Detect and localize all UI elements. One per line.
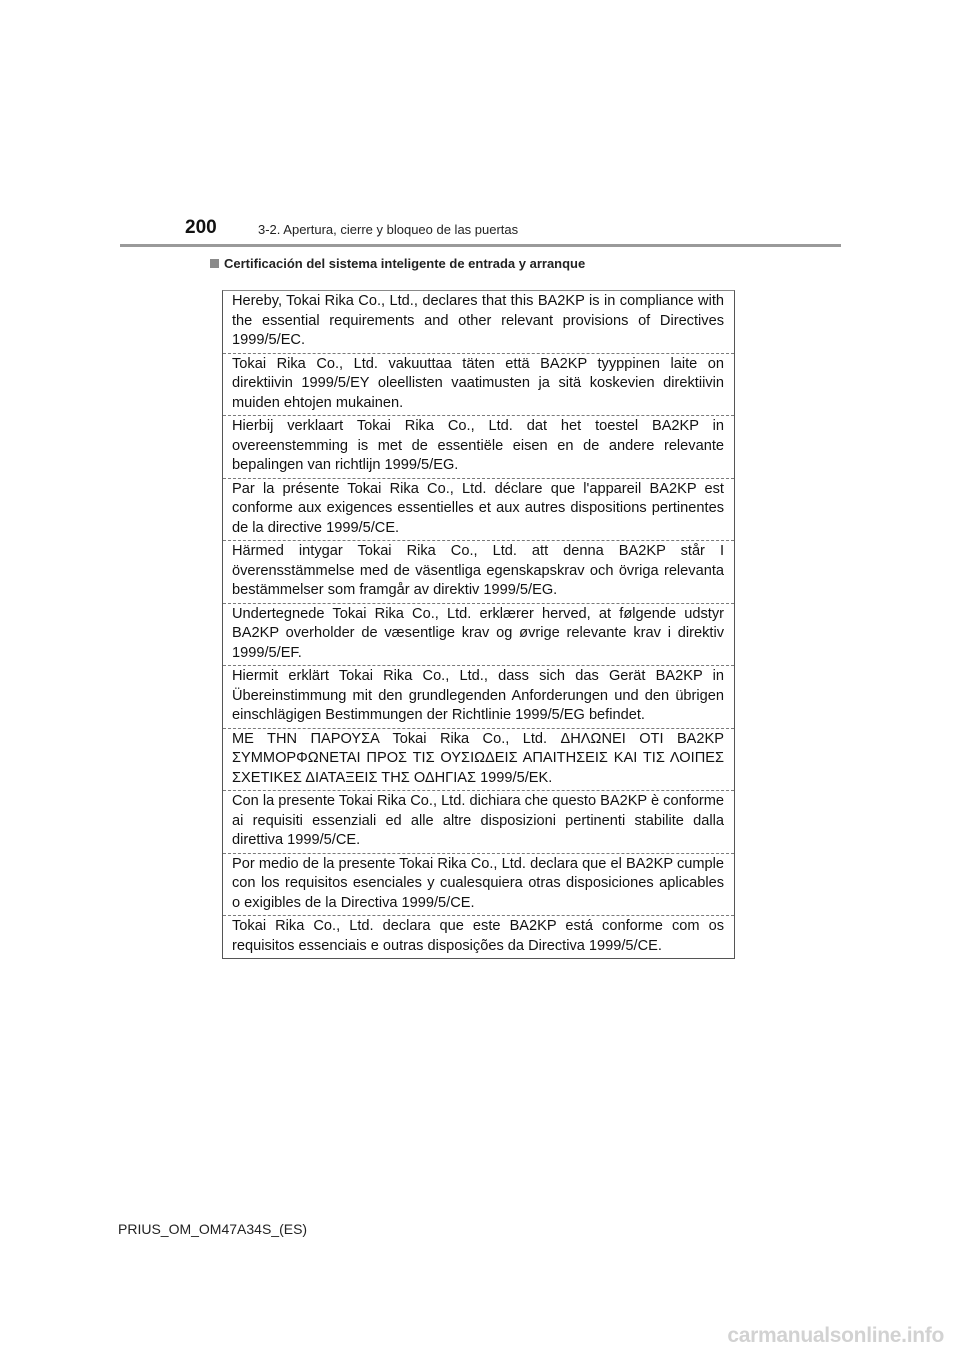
declaration-portuguese: Tokai Rika Co., Ltd. declara que este BA2KP está conforme com os requisitos essenciais e outras disposições da Directiva 1999/5/CE. bbox=[232, 918, 724, 954]
section-heading bbox=[210, 256, 585, 272]
declarations-table bbox=[222, 290, 735, 959]
declaration-swedish: Härmed intygar Tokai Rika Co., Ltd. att denna BA2KP står I överensstämmelse med de väsentliga egenskapskrav och övriga relevanta bestämmelser som framgår av direktiv 1999/5/EG. bbox=[223, 541, 734, 604]
declaration-italian: Con la presente Tokai Rika Co., Ltd. dichiara che questo BA2KP è conforme ai requisiti essenziali ed alle altre disposizioni pertinenti stabilite dalla direttiva 1999/5/CE. bbox=[223, 791, 734, 854]
header-divider bbox=[120, 244, 841, 247]
declaration-danish: Undertegnede Tokai Rika Co., Ltd. erklærer herved, at følgende udstyr BA2KP overholder de væsentlige krav og øvrige relevante krav i direktiv 1999/5/EF. bbox=[223, 604, 734, 667]
section-title: Certificación del sistema inteligente de entrada y arranque bbox=[224, 256, 586, 271]
watermark: carmanualsonline.info bbox=[727, 1324, 944, 1347]
declaration-spanish: Por medio de la presente Tokai Rika Co., Ltd. declara que el BA2KP cumple con los requisitos esenciales y cualesquiera otras disposiciones aplicables o exigibles de la Directiva 1999/5/CE. bbox=[223, 854, 734, 917]
declaration-dutch: Hierbij verklaart Tokai Rika Co., Ltd. dat het toestel BA2KP in overeenstemming is met de essentiële eisen en de andere relevante bepalingen van richtlijn 1999/5/EG. bbox=[223, 416, 734, 479]
declaration-finnish: Tokai Rika Co., Ltd. vakuuttaa täten että BA2KP tyyppinen laite on direktiivin 1999/5/EY oleellisten vaatimusten ja sitä koskevien direktiivin muiden ehtojen mukainen. bbox=[223, 354, 734, 417]
declaration-greek: ΜΕ ΤΗΝ ΠΑΡΟΥΣΑ Tokai Rika Co., Ltd. ΔΗΛΩΝΕΙ ΟΤΙ BA2KP ΣΥΜΜΟΡΦΩΝΕΤΑΙ ΠΡΟΣ ΤΙΣ ΟΥΣΙΩΔΕΙΣ ΑΠΑΙΤΗΣΕΙΣ ΚΑΙ ΤΙΣ ΛΟΙΠΕΣ ΣΧΕΤΙΚΕΣ ΔΙΑΤΑΞΕΙΣ ΤΗΣ ΟΔΗΓΙΑΣ 1999/5/ΕΚ. bbox=[223, 729, 734, 792]
chapter-title: 3-2. Apertura, cierre y bloqueo de las puertas bbox=[258, 222, 519, 237]
declaration-german: Hiermit erklärt Tokai Rika Co., Ltd., dass sich das Gerät BA2KP in Übereinstimmung mit den grundlegenden Anforderungen und den übrigen einschlägigen Bestimmungen der Richtlinie 1999/5/EG befindet. bbox=[223, 666, 734, 729]
page-number: 200 bbox=[185, 217, 217, 238]
document-code: PRIUS_OM_OM47A34S_(ES) bbox=[118, 1221, 308, 1237]
square-bullet-icon bbox=[210, 259, 219, 268]
declaration-french: Par la présente Tokai Rika Co., Ltd. déclare que l'appareil BA2KP est conforme aux exigences essentielles et aux autres dispositions pertinentes de la directive 1999/5/CE. bbox=[223, 479, 734, 542]
declaration-english: Hereby, Tokai Rika Co., Ltd., declares that this BA2KP is in compliance with the essential requirements and other relevant provisions of Directives 1999/5/EC. bbox=[223, 291, 734, 354]
